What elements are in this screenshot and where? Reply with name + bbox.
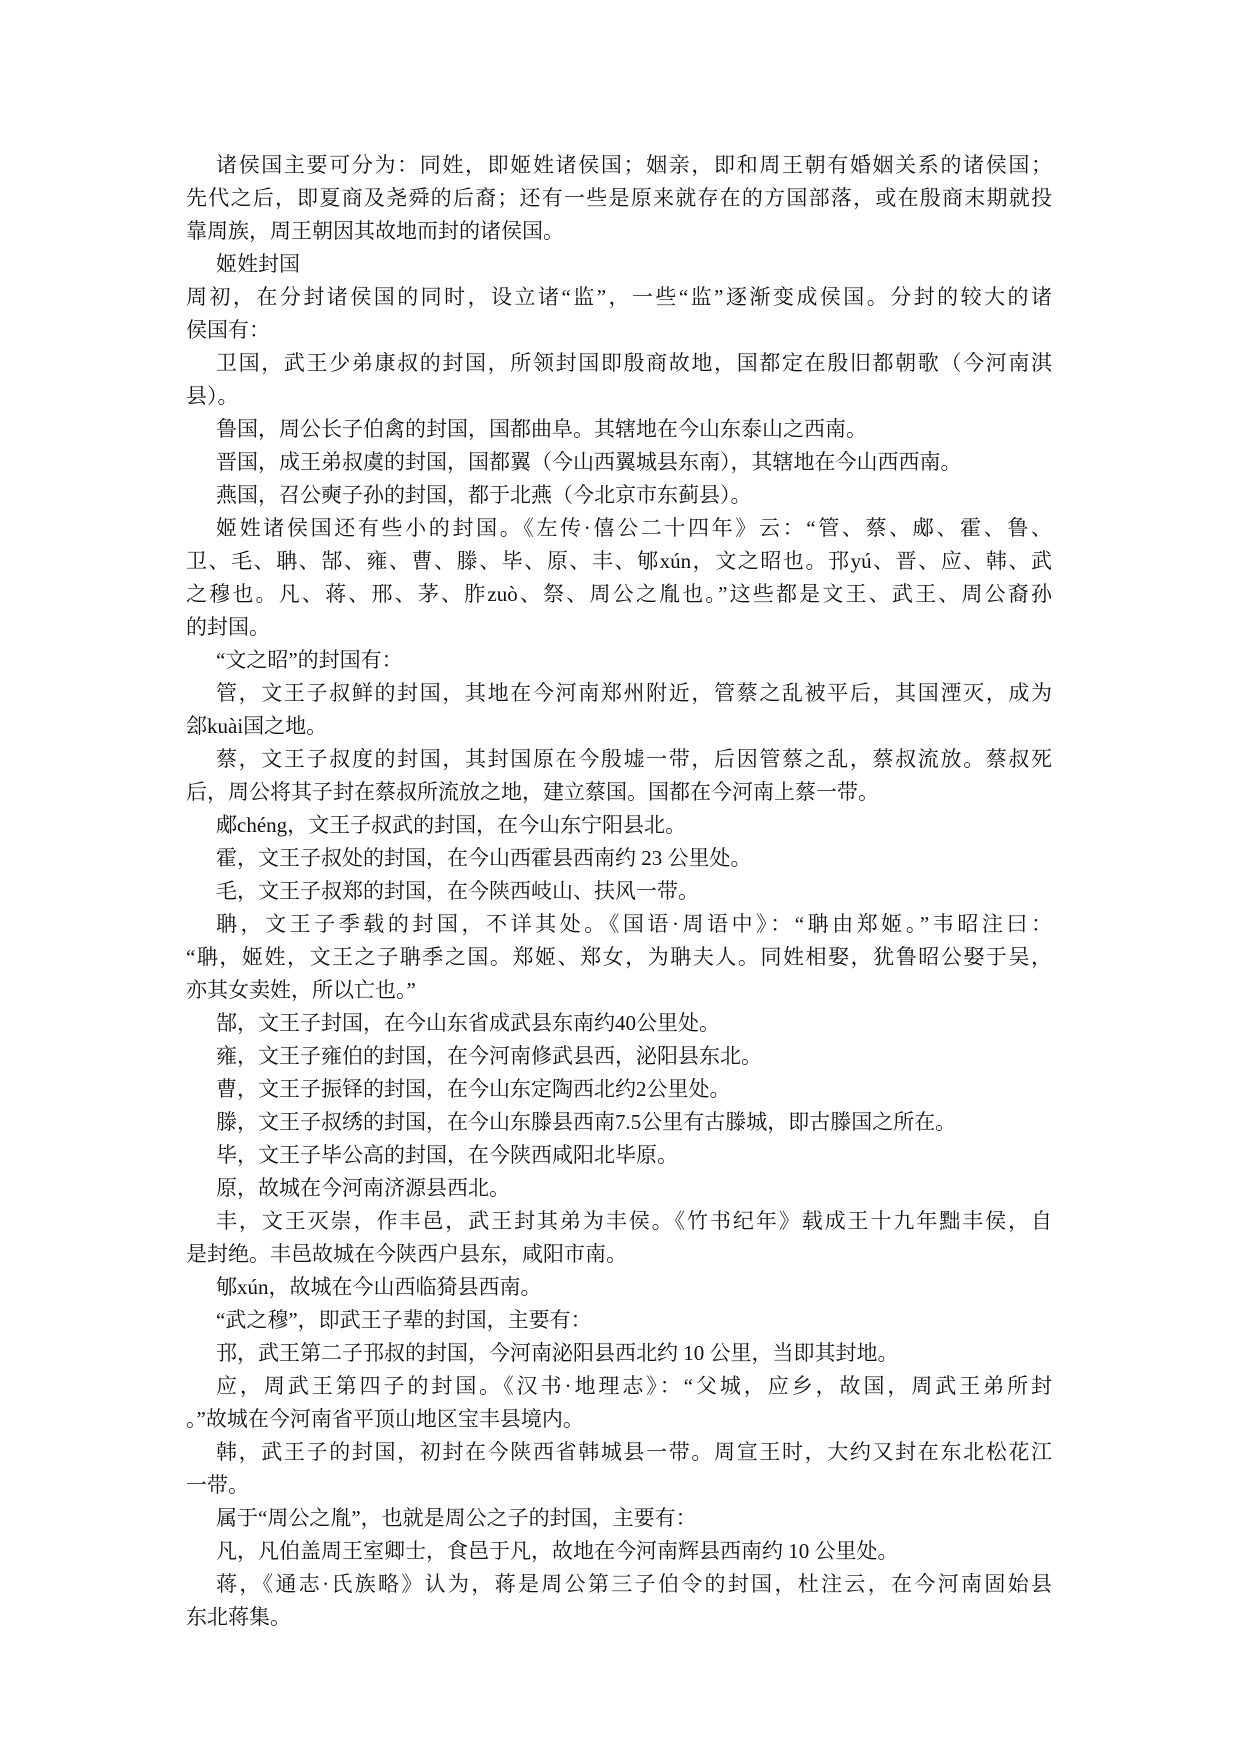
document-page [186, 149, 1052, 1634]
text-line: 姬姓封国 [216, 252, 300, 276]
text-line: 郐kuài国之地。 [186, 714, 328, 738]
text-line: 应，周武王第四子的封国。《汉书·地理志》：“父城，应乡，故国，周武王弟所封 [216, 1374, 1052, 1398]
text-line: 县）。 [186, 384, 239, 408]
text-line: 鲁国，周公长子伯禽的封国，国都曲阜。其辖地在今山东泰山之西南。 [216, 417, 867, 441]
text-line: 属于“周公之胤”，也就是周公之子的封国，主要有： [216, 1506, 697, 1530]
text-line: 郇xún，故城在今山西临猗县西南。 [216, 1275, 542, 1299]
text-line: 。”故城在今河南省平顶山地区宝丰县境内。 [186, 1407, 584, 1431]
text-line: 管，文王子叔鲜的封国，其地在今河南郑州附近，管蔡之乱被平后，其国湮灭，成为 [216, 681, 1052, 705]
text-line: 雍，文王子雍伯的封国，在今河南修武县西，泌阳县东北。 [216, 1044, 762, 1068]
text-line: 靠周族，周王朝因其故地而封的诸侯国。 [186, 219, 564, 243]
text-line: 的封国。 [186, 615, 270, 639]
text-line: 一带。 [186, 1473, 249, 1497]
text-line: “聃，姬姓，文王之子聃季之国。郑姬、郑女，为聃夫人。同姓相娶，犹鲁昭公娶于吴， [186, 945, 1052, 969]
text-line: 东北蒋集。 [186, 1605, 291, 1629]
text-line: “武之穆”，即武王子辈的封国，主要有： [216, 1308, 592, 1332]
text-line: 姬姓诸侯国还有些小的封国。《左传·僖公二十四年》云：“管、蔡、郕、霍、鲁、 [216, 516, 1052, 540]
text-line: 毕，文王子毕公高的封国，在今陕西咸阳北毕原。 [216, 1143, 678, 1167]
text-line: 郕chéng，文王子叔武的封国，在今山东宁阳县北。 [216, 813, 687, 837]
text-line: 聃，文王子季载的封国，不详其处。《国语·周语中》：“聃由郑姬。”韦昭注曰： [216, 912, 1052, 936]
text-line: 原，故城在今河南济源县西北。 [216, 1176, 510, 1200]
text-line: 毛，文王子叔郑的封国，在今陕西岐山、扶风一带。 [216, 879, 699, 903]
text-line: 曹，文王子振铎的封国，在今山东定陶西北约2公里处。 [216, 1077, 731, 1101]
text-line: 丰，文王灭崇，作丰邑，武王封其弟为丰侯。《竹书纪年》载成王十九年黜丰侯，自 [216, 1209, 1052, 1233]
text-line: 之穆也。凡、蒋、邢、茅、胙zuò、祭、周公之胤也。”这些都是文王、武王、周公裔孙 [186, 582, 1052, 606]
text-line: 凡，凡伯盖周王室卿士，食邑于凡，故地在今河南辉县西南约 10 公里处。 [216, 1539, 899, 1563]
text-line: 韩，武王子的封国，初封在今陕西省韩城县一带。周宣王时，大约又封在东北松花江 [216, 1440, 1052, 1464]
text-line: 邘，武王第二子邘叔的封国，今河南泌阳县西北约 10 公里，当即其封地。 [216, 1341, 899, 1365]
text-line: 侯国有： [186, 318, 270, 342]
text-line: 诸侯国主要可分为：同姓，即姬姓诸侯国；姻亲，即和周王朝有婚姻关系的诸侯国； [216, 153, 1052, 177]
text-line: 后，周公将其子封在蔡叔所流放之地，建立蔡国。国都在今河南上蔡一带。 [186, 780, 879, 804]
text-line: 燕国，召公奭子孙的封国，都于北燕（今北京市东蓟县）。 [216, 483, 752, 507]
text-line: 蒋，《通志·氏族略》认为，蒋是周公第三子伯令的封国，杜注云，在今河南固始县 [216, 1572, 1052, 1596]
text-line: 霍，文王子叔处的封国，在今山西霍县西南约 23 公里处。 [216, 846, 752, 870]
text-line: 先代之后，即夏商及尧舜的后裔；还有一些是原来就存在的方国部落，或在殷商末期就投 [186, 186, 1052, 210]
text-line: 周初，在分封诸侯国的同时，设立诸“监”，一些“监”逐渐变成侯国。分封的较大的诸 [186, 285, 1052, 309]
text-line: 卫、毛、聃、郜、雍、曹、滕、毕、原、丰、郇xún，文之昭也。邘yú、晋、应、韩、武 [186, 549, 1052, 573]
text-line: 是封绝。丰邑故城在今陕西户县东，咸阳市南。 [186, 1242, 627, 1266]
text-line: 郜，文王子封国，在今山东省成武县东南约40公里处。 [216, 1011, 720, 1035]
text-line: 滕，文王子叔绣的封国，在今山东滕县西南7.5公里有古滕城，即古滕国之所在。 [216, 1110, 957, 1134]
text-line: 晋国，成王弟叔虞的封国，国都翼（今山西翼城县东南），其辖地在今山西西南。 [216, 450, 962, 474]
text-line: “文之昭”的封国有： [216, 648, 403, 672]
text-line: 蔡，文王子叔度的封国，其封国原在今殷墟一带，后因管蔡之乱，蔡叔流放。蔡叔死 [216, 747, 1052, 771]
text-line: 亦其女卖姓，所以亡也。” [186, 978, 416, 1002]
text-line: 卫国，武王少弟康叔的封国，所领封国即殷商故地，国都定在殷旧都朝歌（今河南淇 [216, 351, 1052, 375]
